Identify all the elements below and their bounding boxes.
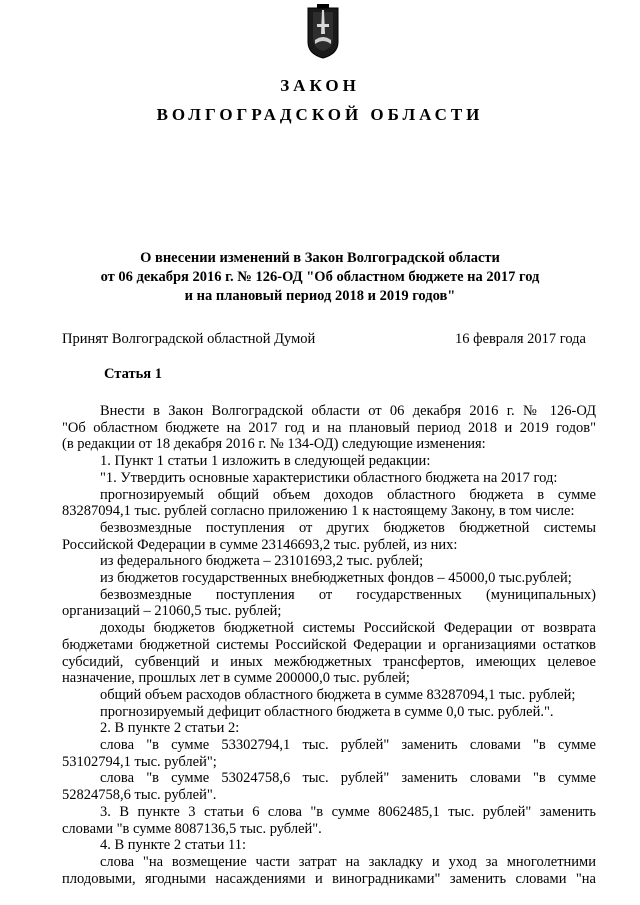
body-line: бюджетами бюджетной системы Российской Федерации и организациями остатков — [62, 636, 596, 653]
subject-line: О внесении изменений в Закон Волгоградской области — [140, 250, 500, 266]
body-line: "Об областном бюджете на 2017 год и на плановый период 2018 и 2019 годов" — [62, 419, 596, 436]
body-line: слова "на возмещение части затрат на закладку и уход за многолетними — [100, 853, 596, 870]
body-line: организаций – 21060,5 тыс. рублей; — [62, 603, 282, 620]
body-line: из федерального бюджета – 23101693,2 тыс. рублей; — [100, 553, 424, 570]
subject-line: от 06 декабря 2016 г. № 126-ОД "Об областном бюджете на 2017 год — [100, 269, 540, 285]
law-title: ЗАКОН — [280, 76, 360, 95]
body-line: 53102794,1 тыс. рублей"; — [62, 753, 217, 770]
coat-of-arms-emblem — [305, 4, 341, 60]
subject-line: и на плановый период 2018 и 2019 годов" — [184, 288, 456, 304]
adoption-date: 16 февраля 2017 года — [454, 331, 586, 347]
body-line: назначение, прошлых лет в сумме 200000,0 тыс. рублей; — [62, 670, 410, 687]
body-line: 2. В пункте 2 статьи 2: — [100, 720, 240, 737]
adoption-text: Принят Волгоградской областной Думой — [62, 331, 316, 347]
body-line: доходы бюджетов бюджетной системы Российской Федерации от возврата — [100, 620, 596, 637]
article-body — [62, 403, 596, 887]
body-line: "1. Утвердить основные характеристики областного бюджета на 2017 год: — [100, 469, 558, 486]
body-line: общий объем расходов областного бюджета в сумме 83287094,1 тыс. рублей; — [100, 686, 576, 703]
body-line: безвозмездные поступления от государственных (муниципальных) — [100, 586, 596, 603]
body-line: плодовыми, ягодными насаждениями и виноградниками" заменить словами "на — [62, 870, 596, 887]
body-line: (в редакции от 18 декабря 2016 г. № 134-ОД) следующие изменения: — [62, 436, 486, 453]
body-line: 52824758,6 тыс. рублей". — [62, 787, 217, 804]
body-line: 1. Пункт 1 статьи 1 изложить в следующей редакции: — [100, 453, 431, 470]
body-line: словами "в сумме 8087136,5 тыс. рублей". — [62, 820, 322, 837]
body-line: слова "в сумме 53024758,6 тыс. рублей" заменить словами "в сумме — [100, 770, 596, 787]
body-line: прогнозируемый дефицит областного бюджета в сумме 0,0 тыс. рублей.". — [100, 703, 554, 720]
body-line: прогнозируемый общий объем доходов областного бюджета в сумме — [100, 486, 596, 503]
body-line: Российской Федерации в сумме 23146693,2 тыс. рублей, из них: — [62, 536, 458, 553]
body-line: субсидий, субвенций и иных межбюджетных трансфертов, имеющих целевое — [62, 653, 596, 670]
body-line: 4. В пункте 2 статьи 11: — [100, 837, 247, 854]
body-line: 83287094,1 тыс. рублей согласно приложению 1 к настоящему Закону, в том числе: — [62, 503, 575, 520]
region-title: ВОЛГОГРАДСКОЙ ОБЛАСТИ — [156, 105, 484, 124]
body-line: 3. В пункте 3 статьи 6 слова "в сумме 8062485,1 тыс. рублей" заменить — [100, 803, 596, 820]
body-line: Внести в Закон Волгоградской области от 06 декабря 2016 г. № 126-ОД — [100, 403, 596, 419]
article-heading: Статья 1 — [104, 366, 162, 382]
law-subject — [60, 249, 580, 306]
body-line: слова "в сумме 53302794,1 тыс. рублей" заменить словами "в сумме — [100, 737, 596, 754]
body-line: безвозмездные поступления от других бюджетов бюджетной системы — [100, 519, 596, 536]
body-line: из бюджетов государственных внебюджетных фондов – 45000,0 тыс.рублей; — [100, 570, 572, 587]
